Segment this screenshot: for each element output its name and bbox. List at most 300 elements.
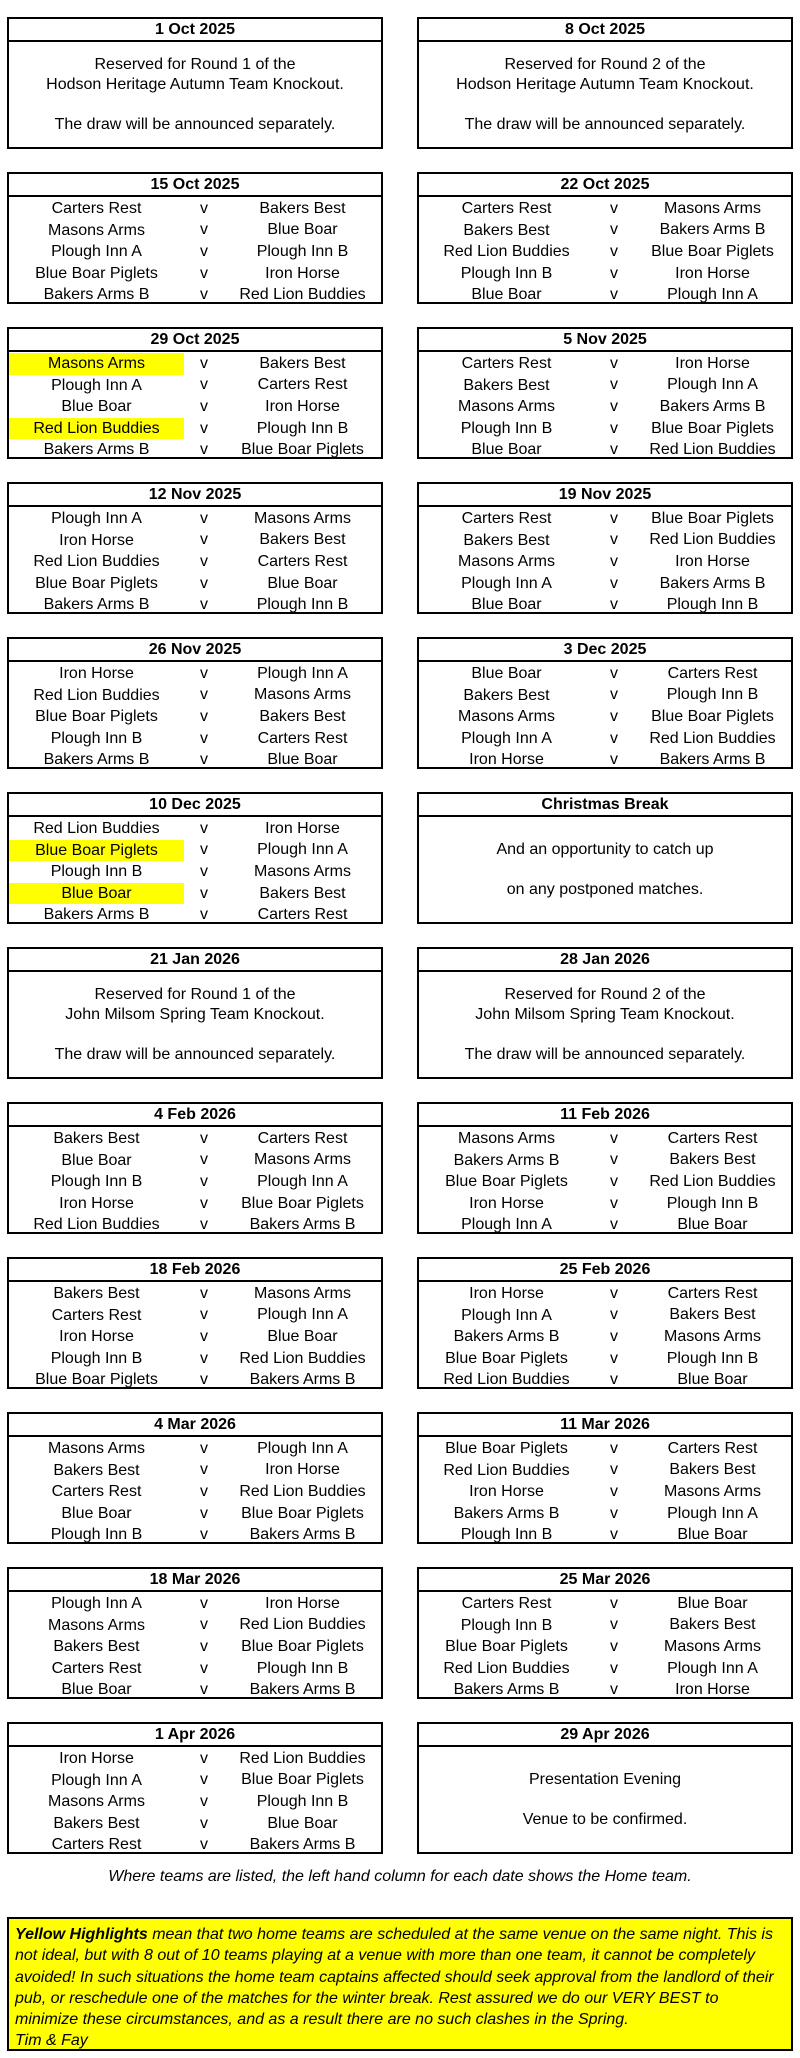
home-team: Red Lion Buddies xyxy=(443,243,570,261)
away-team: Plough Inn B xyxy=(256,1659,349,1677)
home-team: Iron Horse xyxy=(59,1328,134,1346)
home-team: Iron Horse xyxy=(59,665,134,682)
away-team: Bakers Arms B xyxy=(249,1681,356,1699)
match-row xyxy=(419,1503,791,1525)
fixture-card xyxy=(7,947,383,1079)
away-team: Red Lion Buddies xyxy=(649,531,776,549)
fixture-row xyxy=(7,482,793,614)
home-team: Bakers Best xyxy=(53,1638,140,1656)
versus-label: v xyxy=(610,354,618,372)
home-team: Carters Rest xyxy=(461,200,552,217)
versus-label: v xyxy=(610,1637,618,1655)
match-list xyxy=(9,1747,381,1856)
away-team: Carters Rest xyxy=(257,1129,348,1147)
away-team: Red Lion Buddies xyxy=(239,1349,366,1367)
away-team: Blue Boar Piglets xyxy=(651,509,774,527)
home-team: Masons Arms xyxy=(48,221,145,239)
fixture-card xyxy=(7,1257,383,1389)
home-team-footnote: Where teams are listed, the left hand column for each date shows the Home team. xyxy=(108,1868,692,1885)
away-team: Carters Rest xyxy=(257,552,348,570)
away-team: Carters Rest xyxy=(257,376,348,394)
home-team: Carters Rest xyxy=(51,200,142,217)
away-team: Blue Boar xyxy=(677,1594,748,1612)
fixture-grid xyxy=(7,17,793,1877)
match-row xyxy=(9,284,381,306)
home-team: Carters Rest xyxy=(51,1306,142,1324)
home-team: Iron Horse xyxy=(469,1285,544,1302)
versus-label: v xyxy=(610,751,618,769)
home-team: Masons Arms xyxy=(48,1440,145,1457)
away-team: Masons Arms xyxy=(664,1482,761,1500)
home-team: Bakers Best xyxy=(463,376,550,394)
away-team: Bakers Arms B xyxy=(249,1526,356,1544)
versus-label: v xyxy=(610,574,618,592)
versus-label: v xyxy=(200,841,208,859)
match-list xyxy=(9,662,381,771)
versus-label: v xyxy=(200,862,208,880)
match-row xyxy=(419,1171,791,1193)
away-team: Blue Boar Piglets xyxy=(241,1637,364,1655)
match-row xyxy=(9,1481,381,1503)
versus-label: v xyxy=(610,531,618,549)
away-team: Iron Horse xyxy=(675,1681,750,1699)
match-row xyxy=(419,1283,791,1305)
versus-label: v xyxy=(200,264,208,282)
fixture-card xyxy=(417,1102,793,1234)
fixture-date-header: 29 Oct 2025 xyxy=(9,329,381,352)
versus-label: v xyxy=(610,1616,618,1634)
home-team: Iron Horse xyxy=(469,1483,544,1501)
match-row xyxy=(419,375,791,397)
versus-label: v xyxy=(200,664,208,682)
versus-label: v xyxy=(200,397,208,415)
note-line: John Milsom Spring Team Knockout. xyxy=(475,1005,735,1023)
match-row xyxy=(419,418,791,440)
versus-label: v xyxy=(200,707,208,725)
match-row xyxy=(9,530,381,552)
versus-label: v xyxy=(200,819,208,837)
versus-label: v xyxy=(610,1151,618,1169)
away-team: Iron Horse xyxy=(675,552,750,570)
match-row xyxy=(9,728,381,750)
fixture-card xyxy=(417,947,793,1079)
away-team: Blue Boar Piglets xyxy=(241,1771,364,1789)
match-row xyxy=(9,1460,381,1482)
away-team: Masons Arms xyxy=(254,686,351,704)
versus-label: v xyxy=(200,729,208,747)
away-team: Iron Horse xyxy=(265,397,340,415)
away-team: Carters Rest xyxy=(257,906,348,924)
note-line: Venue to be confirmed. xyxy=(522,1810,688,1828)
home-team: Bakers Arms B xyxy=(453,1504,560,1522)
home-team: Carters Rest xyxy=(461,510,552,527)
home-team: Iron Horse xyxy=(59,1194,134,1212)
versus-label: v xyxy=(610,1526,618,1544)
away-team: Red Lion Buddies xyxy=(239,286,366,304)
versus-label: v xyxy=(200,1749,208,1767)
fixture-note xyxy=(419,1747,791,1852)
away-team: Plough Inn B xyxy=(666,1194,759,1212)
fixture-date-header: 28 Jan 2026 xyxy=(419,949,791,972)
match-row xyxy=(419,1481,791,1503)
fixture-date-header: 8 Oct 2025 xyxy=(419,19,791,42)
match-list xyxy=(419,1437,791,1546)
home-team: Masons Arms xyxy=(458,398,555,416)
versus-label: v xyxy=(200,751,208,769)
match-row xyxy=(419,1128,791,1150)
away-team: Plough Inn A xyxy=(667,286,758,304)
fixture-date-header: 11 Feb 2026 xyxy=(419,1104,791,1127)
fixture-date-header: 18 Mar 2026 xyxy=(9,1569,381,1592)
match-row xyxy=(419,1524,791,1546)
note-line: And an opportunity to catch up xyxy=(496,840,714,858)
match-row xyxy=(419,1658,791,1680)
home-team: Plough Inn A xyxy=(51,1595,142,1612)
match-row xyxy=(9,840,381,862)
match-row xyxy=(9,1369,381,1391)
versus-label: v xyxy=(610,199,618,217)
versus-label: v xyxy=(610,1194,618,1212)
versus-label: v xyxy=(200,376,208,394)
away-team: Bakers Arms B xyxy=(659,221,766,239)
match-row xyxy=(9,1326,381,1348)
note-line: Reserved for Round 2 of the xyxy=(504,985,706,1003)
away-team: Bakers Best xyxy=(259,354,346,372)
away-team: Carters Rest xyxy=(667,1284,758,1302)
away-team: Masons Arms xyxy=(254,862,351,880)
home-team: Blue Boar Piglets xyxy=(35,708,158,726)
away-team: Red Lion Buddies xyxy=(239,1749,366,1767)
versus-label: v xyxy=(610,664,618,682)
home-team: Plough Inn A xyxy=(461,1216,552,1234)
match-row xyxy=(9,1524,381,1546)
match-row xyxy=(9,1813,381,1835)
note-line: Reserved for Round 1 of the xyxy=(94,55,296,73)
versus-label: v xyxy=(200,1504,208,1522)
versus-label: v xyxy=(200,1461,208,1479)
home-team: Bakers Arms B xyxy=(43,286,150,304)
home-team: Iron Horse xyxy=(59,1750,134,1767)
fixture-row xyxy=(7,17,793,149)
match-row xyxy=(419,728,791,750)
fixture-date-header: Christmas Break xyxy=(419,794,791,817)
versus-label: v xyxy=(610,707,618,725)
match-list xyxy=(9,817,381,926)
versus-label: v xyxy=(610,441,618,459)
home-team: Bakers Arms B xyxy=(43,751,150,769)
notice-signature: Tim & Fay xyxy=(15,2032,88,2050)
away-team: Plough Inn A xyxy=(257,841,348,859)
match-list xyxy=(9,197,381,306)
versus-label: v xyxy=(200,1129,208,1147)
match-row xyxy=(419,530,791,552)
fixture-card xyxy=(7,17,383,149)
versus-label: v xyxy=(200,1371,208,1389)
home-team: Bakers Best xyxy=(53,1285,140,1302)
away-team: Red Lion Buddies xyxy=(649,441,776,459)
versus-label: v xyxy=(200,1814,208,1832)
home-team: Bakers Best xyxy=(463,686,550,704)
match-row xyxy=(9,1636,381,1658)
versus-label: v xyxy=(610,242,618,260)
away-team: Iron Horse xyxy=(265,1461,340,1479)
fixture-date-header: 1 Apr 2026 xyxy=(9,1724,381,1747)
away-team: Bakers Best xyxy=(259,531,346,549)
match-list xyxy=(9,507,381,616)
versus-label: v xyxy=(200,242,208,260)
versus-label: v xyxy=(610,376,618,394)
match-row xyxy=(9,1193,381,1215)
versus-label: v xyxy=(610,1349,618,1367)
note-line: Reserved for Round 1 of the xyxy=(94,985,296,1003)
away-team: Carters Rest xyxy=(667,1129,758,1147)
match-list xyxy=(419,1592,791,1701)
match-row xyxy=(9,1171,381,1193)
match-list xyxy=(419,662,791,771)
home-team: Masons Arms xyxy=(458,1130,555,1147)
home-team: Blue Boar Piglets xyxy=(35,1371,158,1389)
fixture-row xyxy=(7,1257,793,1389)
home-team: Plough Inn A xyxy=(51,1771,142,1789)
versus-label: v xyxy=(200,596,208,614)
fixture-card xyxy=(417,17,793,149)
fixture-date-header: 15 Oct 2025 xyxy=(9,174,381,197)
match-list xyxy=(419,1282,791,1391)
match-row xyxy=(9,1503,381,1525)
fixture-row xyxy=(7,172,793,304)
note-line: The draw will be announced separately. xyxy=(464,115,746,133)
versus-label: v xyxy=(200,906,208,924)
match-row xyxy=(9,1679,381,1701)
versus-label: v xyxy=(200,1836,208,1854)
away-team: Bakers Arms B xyxy=(249,1371,356,1389)
notice-body: mean that two home teams are scheduled at the same venue on the same night. This is not ideal, but with 8 out of 10 teams playing at a venue with more than one team, it cannot be completely avoided! In such situations the home team captains affected should seek approval from the landlord of their pub, or reschedule one of the matches for the winter break. Rest assured we do our VERY BEST to minimize these circumstances, and as a result there are no such clashes in the Spring. xyxy=(15,1926,774,2029)
note-line: The draw will be announced separately. xyxy=(464,1045,746,1063)
match-row xyxy=(419,749,791,771)
versus-label: v xyxy=(610,286,618,304)
away-team: Red Lion Buddies xyxy=(239,1616,366,1634)
home-team: Red Lion Buddies xyxy=(33,686,160,704)
away-team: Bakers Best xyxy=(259,884,346,902)
match-row xyxy=(9,551,381,573)
match-row xyxy=(419,663,791,685)
fixture-card xyxy=(7,792,383,924)
match-row xyxy=(419,1615,791,1637)
fixture-date-header: 10 Dec 2025 xyxy=(9,794,381,817)
match-row xyxy=(419,1150,791,1172)
away-team: Plough Inn A xyxy=(257,1306,348,1324)
match-list xyxy=(419,352,791,461)
versus-label: v xyxy=(200,286,208,304)
match-row xyxy=(9,1150,381,1172)
match-row xyxy=(9,1593,381,1615)
versus-label: v xyxy=(610,419,618,437)
versus-label: v xyxy=(200,1482,208,1500)
home-team: Masons Arms xyxy=(48,1793,145,1811)
away-team: Carters Rest xyxy=(257,729,348,747)
away-team: Carters Rest xyxy=(667,1439,758,1457)
home-team: Bakers Arms B xyxy=(453,1681,560,1699)
fixture-date-header: 25 Mar 2026 xyxy=(419,1569,791,1592)
away-team: Plough Inn A xyxy=(667,1504,758,1522)
versus-label: v xyxy=(200,574,208,592)
away-team: Iron Horse xyxy=(265,819,340,837)
home-team: Plough Inn B xyxy=(50,863,143,881)
match-row xyxy=(419,439,791,461)
away-team: Bakers Arms B xyxy=(659,574,766,592)
match-row xyxy=(9,418,381,440)
yellow-highlight-notice xyxy=(7,1917,793,2051)
away-team: Red Lion Buddies xyxy=(649,729,776,747)
home-team: Blue Boar Piglets xyxy=(35,264,158,282)
home-team: Plough Inn A xyxy=(51,510,142,527)
versus-label: v xyxy=(610,552,618,570)
versus-label: v xyxy=(200,1194,208,1212)
match-row xyxy=(419,284,791,306)
home-team: Red Lion Buddies xyxy=(443,1371,570,1389)
note-line: The draw will be announced separately. xyxy=(54,1045,336,1063)
fixture-card xyxy=(417,1257,793,1389)
away-team: Plough Inn B xyxy=(256,419,349,437)
versus-label: v xyxy=(200,1349,208,1367)
home-team: Plough Inn B xyxy=(50,1173,143,1191)
away-team: Blue Boar xyxy=(267,1814,338,1832)
fixture-date-header: 4 Mar 2026 xyxy=(9,1414,381,1437)
away-team: Masons Arms xyxy=(254,1284,351,1302)
home-team: Blue Boar xyxy=(471,441,542,459)
away-team: Plough Inn B xyxy=(256,596,349,614)
fixture-row xyxy=(7,1412,793,1544)
match-row xyxy=(419,551,791,573)
home-team: Bakers Best xyxy=(53,1814,140,1832)
fixture-date-header: 12 Nov 2025 xyxy=(9,484,381,507)
match-row xyxy=(419,1369,791,1391)
versus-label: v xyxy=(610,1284,618,1302)
fixture-row xyxy=(7,792,793,924)
versus-label: v xyxy=(200,1306,208,1324)
versus-label: v xyxy=(610,1659,618,1677)
match-row xyxy=(9,375,381,397)
fixture-row xyxy=(7,327,793,459)
match-row xyxy=(9,508,381,530)
home-team: Plough Inn B xyxy=(50,1526,143,1544)
note-line: Presentation Evening xyxy=(528,1770,682,1788)
versus-label: v xyxy=(200,509,208,527)
fixture-row xyxy=(7,637,793,769)
home-team: Plough Inn B xyxy=(50,729,143,747)
fixture-card xyxy=(7,637,383,769)
fixture-date-header: 1 Oct 2025 xyxy=(9,19,381,42)
home-team: Blue Boar Piglets xyxy=(445,1173,568,1191)
match-list xyxy=(9,1437,381,1546)
home-team: Bakers Arms B xyxy=(43,441,150,459)
versus-label: v xyxy=(200,221,208,239)
match-row xyxy=(419,396,791,418)
home-team: Plough Inn A xyxy=(461,1306,552,1324)
fixture-note xyxy=(419,42,791,147)
versus-label: v xyxy=(610,1129,618,1147)
away-team: Plough Inn B xyxy=(666,686,759,704)
home-team: Bakers Arms B xyxy=(43,906,150,924)
match-row xyxy=(419,263,791,285)
away-team: Blue Boar Piglets xyxy=(241,1194,364,1212)
match-row xyxy=(9,861,381,883)
match-row xyxy=(9,818,381,840)
note-line: Reserved for Round 2 of the xyxy=(504,55,706,73)
away-team: Plough Inn B xyxy=(666,1349,759,1367)
match-row xyxy=(9,904,381,926)
home-team: Blue Boar xyxy=(471,596,542,614)
fixture-card xyxy=(417,482,793,614)
home-team: Red Lion Buddies xyxy=(443,1659,570,1677)
match-row xyxy=(9,573,381,595)
away-team: Blue Boar xyxy=(267,1327,338,1345)
away-team: Red Lion Buddies xyxy=(239,1482,366,1500)
home-team: Blue Boar Piglets xyxy=(445,1349,568,1367)
away-team: Red Lion Buddies xyxy=(649,1172,776,1190)
home-team: Red Lion Buddies xyxy=(33,1216,160,1234)
versus-label: v xyxy=(610,1306,618,1324)
home-team: Blue Boar xyxy=(61,1681,132,1699)
versus-label: v xyxy=(610,686,618,704)
match-row xyxy=(9,241,381,263)
fixture-card xyxy=(417,327,793,459)
fixture-row xyxy=(7,1102,793,1234)
away-team: Carters Rest xyxy=(667,664,758,682)
fixture-card xyxy=(417,792,793,924)
away-team: Plough Inn A xyxy=(667,376,758,394)
versus-label: v xyxy=(200,884,208,902)
versus-label: v xyxy=(610,596,618,614)
away-team: Iron Horse xyxy=(265,1594,340,1612)
home-team: Iron Horse xyxy=(59,531,134,549)
match-row xyxy=(419,241,791,263)
match-row xyxy=(419,706,791,728)
versus-label: v xyxy=(610,1504,618,1522)
away-team: Plough Inn A xyxy=(667,1659,758,1677)
versus-label: v xyxy=(200,1172,208,1190)
home-team: Bakers Arms B xyxy=(453,1151,560,1169)
home-team: Plough Inn A xyxy=(461,729,552,747)
fixture-date-header: 3 Dec 2025 xyxy=(419,639,791,662)
match-row xyxy=(419,1214,791,1236)
versus-label: v xyxy=(200,552,208,570)
notice-bold-lead: Yellow Highlights xyxy=(15,1926,148,1943)
match-row xyxy=(419,1679,791,1701)
note-line: Hodson Heritage Autumn Team Knockout. xyxy=(456,75,754,93)
versus-label: v xyxy=(610,1216,618,1234)
fixture-date-header: 4 Feb 2026 xyxy=(9,1104,381,1127)
match-row xyxy=(9,198,381,220)
match-row xyxy=(9,1214,381,1236)
away-team: Plough Inn A xyxy=(257,1439,348,1457)
home-team: Blue Boar xyxy=(471,286,542,304)
away-team: Plough Inn B xyxy=(256,1792,349,1810)
versus-label: v xyxy=(200,1659,208,1677)
fixture-note xyxy=(419,972,791,1077)
match-row xyxy=(9,1305,381,1327)
fixture-card xyxy=(417,1567,793,1699)
match-row xyxy=(9,1128,381,1150)
match-row xyxy=(9,439,381,461)
match-row xyxy=(9,883,381,905)
match-row xyxy=(419,1636,791,1658)
match-row xyxy=(419,685,791,707)
away-team: Masons Arms xyxy=(664,1327,761,1345)
match-row xyxy=(419,1593,791,1615)
fixture-date-header: 25 Feb 2026 xyxy=(419,1259,791,1282)
fixture-date-header: 11 Mar 2026 xyxy=(419,1414,791,1437)
